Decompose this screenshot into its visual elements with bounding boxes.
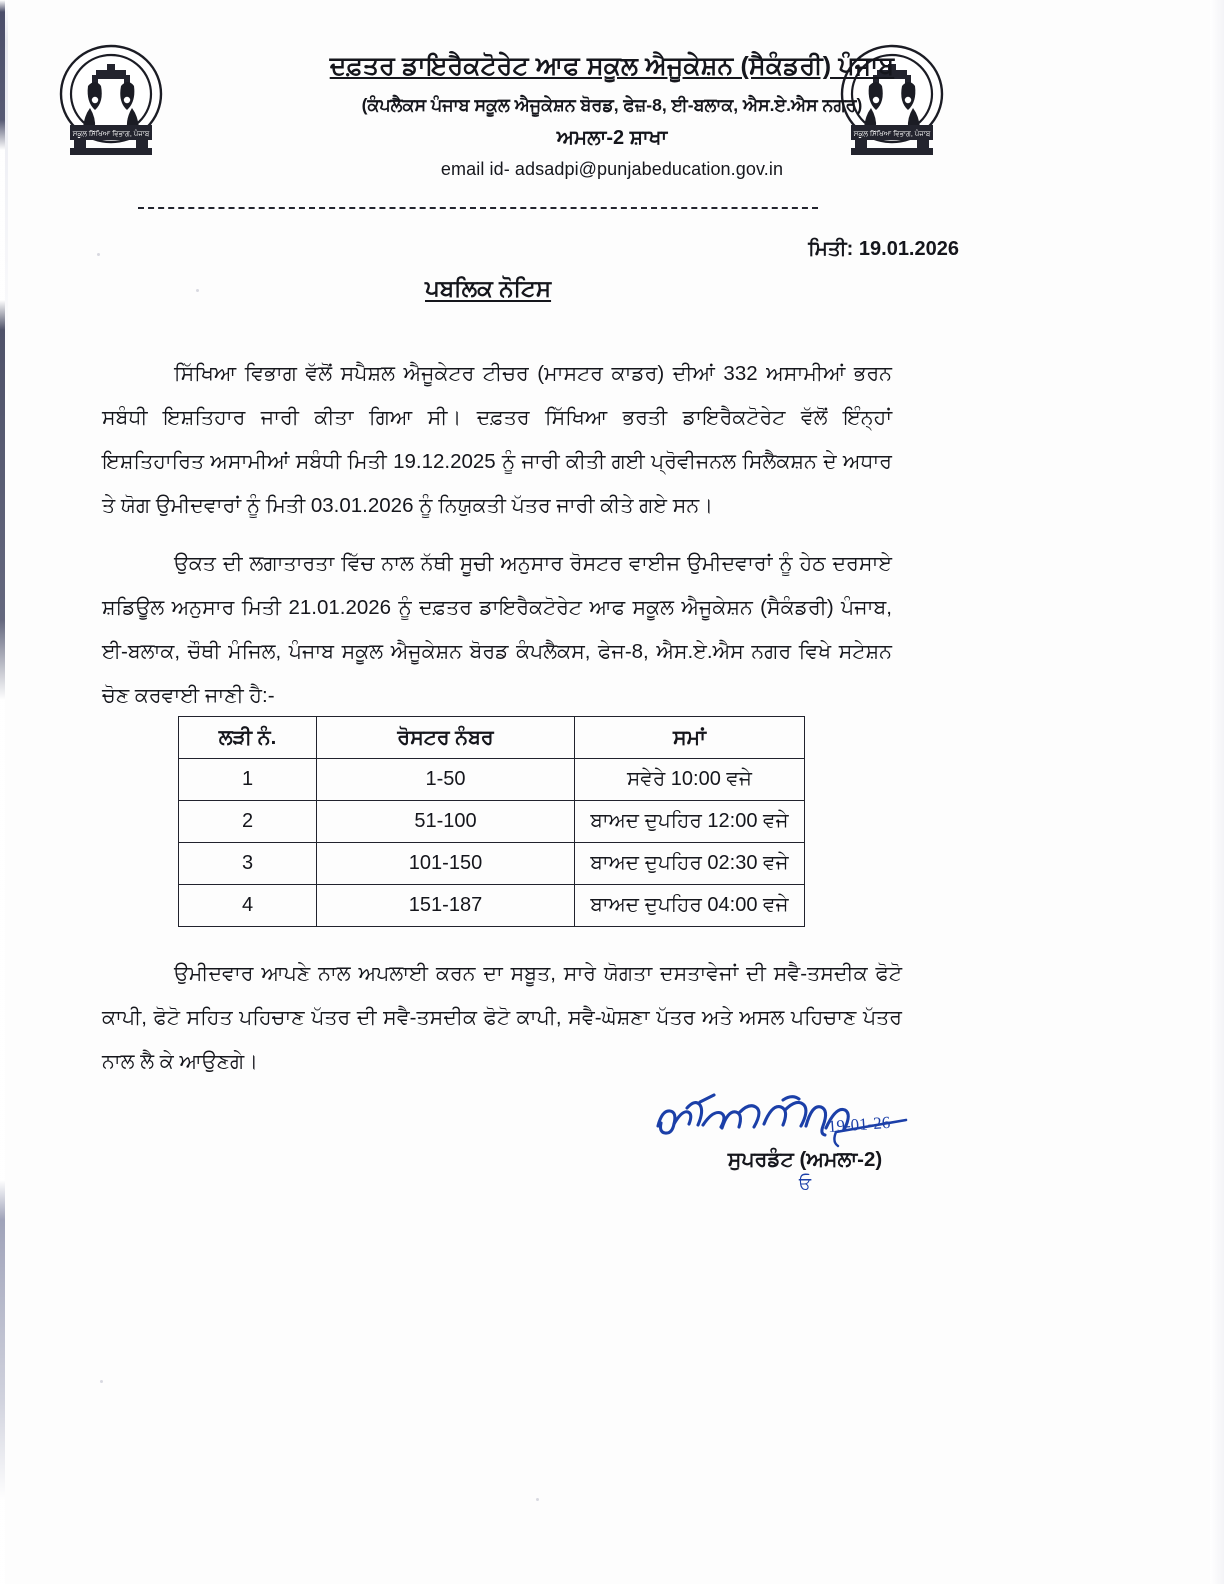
cell-serial: 4: [179, 885, 317, 927]
signature-initial-mark: ਓ: [798, 1174, 812, 1193]
notice-body: [102, 352, 892, 732]
header-divider: [138, 207, 818, 209]
table-row: [179, 801, 805, 843]
svg-text:ਸਕੂਲ ਸਿੱਖਿਆ ਵਿਭਾਗ, ਪੰਜਾਬ: ਸਕੂਲ ਸਿੱਖਿਆ ਵਿਭਾਗ, ਪੰਜਾਬ: [72, 131, 150, 138]
letterhead-text: [150, 50, 1074, 180]
signature-block: [640, 1088, 970, 1194]
cell-time: ਬਾਅਦ ਦੁਪਹਿਰ 04:00 ਵਜੇ: [575, 885, 805, 927]
cell-roster: 101-150: [317, 843, 575, 885]
handwritten-date: 19-01-26: [827, 1112, 891, 1137]
cell-roster: 151-187: [317, 885, 575, 927]
column-header-serial: ਲੜੀ ਨੰ.: [179, 717, 317, 759]
cell-time: ਬਾਅਦ ਦੁਪਹਿਰ 02:30 ਵਜੇ: [575, 843, 805, 885]
svg-text:ਸਕੂਲ ਸਿੱਖਿਆ ਵਿਭਾਗ, ਪੰਜਾਬ: ਸਕੂਲ ਸਿੱਖਿਆ ਵਿਭਾਗ, ਪੰਜਾਬ: [853, 131, 931, 138]
cell-serial: 1: [179, 759, 317, 801]
paragraph-3: ਉਮੀਦਵਾਰ ਆਪਣੇ ਨਾਲ ਅਪਲਾਈ ਕਰਨ ਦਾ ਸਬੂਤ, ਸਾਰੇ ਯੋਗਤਾ ਦਸਤਾਵੇਜਾਂ ਦੀ ਸਵੈ-ਤਸਦੀਕ ਫੋਟੋ ਕਾਪੀ, ਫੋਟੋ ਸਹਿਤ ਪਹਿਚਾਣ ਪੱਤਰ ਦੀ ਸਵੈ-ਤਸਦੀਕ ਫੋਟੋ ਕਾਪੀ, ਸਵੈ-ਘੋਸ਼ਣਾ ਪੱਤਰ ਅਤੇ ਅਸਲ ਪਹਿਚਾਣ ਪੱਤਰ ਨਾਲ ਲੈ ਕੇ ਆਉਣਗੇ।: [102, 962, 902, 1073]
scan-edge-artifact-right: [1210, 0, 1224, 1584]
scan-speck: [100, 1380, 103, 1383]
column-header-time: ਸਮਾਂ: [575, 717, 805, 759]
cell-time: ਸਵੇਰੇ 10:00 ਵਜੇ: [575, 759, 805, 801]
letterhead: [0, 0, 1224, 218]
branch-name: ਅਮਲਾ-2 ਸ਼ਾਖਾ: [556, 126, 668, 149]
organisation-title: ਦਫ਼ਤਰ ਡਾਇਰੈਕਟੋਰੇਟ ਆਫ ਸਕੂਲ ਐਜੂਕੇਸ਼ਨ (ਸੈਕੰਡਰੀ) ਪੰਜਾਬ: [329, 52, 895, 80]
cell-serial: 3: [179, 843, 317, 885]
table-row: [179, 759, 805, 801]
notice-closing: [102, 952, 902, 1098]
organisation-address: (ਕੰਪਲੈਕਸ ਪੰਜਾਬ ਸਕੂਲ ਐਜੂਕੇਸ਼ਨ ਬੋਰਡ, ਫੇਜ਼-8, ਈ-ਬਲਾਕ, ਐਸ.ਏ.ਐਸ ਨਗਰ): [361, 94, 863, 115]
cell-roster: 51-100: [317, 801, 575, 843]
document-date: ਮਿਤੀ: 19.01.2026: [808, 238, 959, 260]
cell-roster: 1-50: [317, 759, 575, 801]
scan-speck: [97, 253, 100, 256]
table-row: [179, 885, 805, 927]
schedule-table: [178, 716, 805, 927]
handwritten-signature: [640, 1088, 970, 1150]
scan-speck: [196, 289, 199, 292]
table-header-row: [179, 717, 805, 759]
signatory-designation: ਸੁਪਰਡੰਟ (ਅਮਲਾ-2): [727, 1148, 883, 1171]
column-header-roster: ਰੋਸਟਰ ਨੰਬਰ: [317, 717, 575, 759]
cell-time: ਬਾਅਦ ਦੁਪਹਿਰ 12:00 ਵਜੇ: [575, 801, 805, 843]
table-row: [179, 843, 805, 885]
paragraph-1: ਸਿੱਖਿਆ ਵਿਭਾਗ ਵੱਲੋਂ ਸਪੈਸ਼ਲ ਐਜੂਕੇਟਰ ਟੀਚਰ (ਮਾਸਟਰ ਕਾਡਰ) ਦੀਆਂ 332 ਅਸਾਮੀਆਂ ਭਰਨ ਸਬੰਧੀ ਇਸ਼ਤਿਹਾਰ ਜਾਰੀ ਕੀਤਾ ਗਿਆ ਸੀ। ਦਫ਼ਤਰ ਸਿੱਖਿਆ ਭਰਤੀ ਡਾਇਰੈਕਟੋਰੇਟ ਵੱਲੋਂ ਇੰਨ੍ਹਾਂ ਇਸ਼ਤਿਹਾਰਿਤ ਅਸਾਮੀਆਂ ਸਬੰਧੀ ਮਿਤੀ 19.12.2025 ਨੂੰ ਜਾਰੀ ਕੀਤੀ ਗਈ ਪ੍ਰੋਵੀਜਨਲ ਸਿਲੈਕਸ਼ਨ ਦੇ ਅਧਾਰ ਤੇ ਯੋਗ ਉਮੀਦਵਾਰਾਂ ਨੂੰ ਮਿਤੀ 03.01.2026 ਨੂੰ ਨਿਯੁਕਤੀ ਪੱਤਰ ਜਾਰੀ ਕੀਤੇ ਗਏ ਸਨ।: [102, 362, 892, 517]
paragraph-2: ਉਕਤ ਦੀ ਲਗਾਤਾਰਤਾ ਵਿੱਚ ਨਾਲ ਨੱਥੀ ਸੂਚੀ ਅਨੁਸਾਰ ਰੋਸਟਰ ਵਾਈਜ ਉਮੀਦਵਾਰਾਂ ਨੂੰ ਹੇਠ ਦਰਸਾਏ ਸ਼ਡਿਊਲ ਅਨੁਸਾਰ ਮਿਤੀ 21.01.2026 ਨੂੰ ਦਫ਼ਤਰ ਡਾਇਰੈਕਟੋਰੇਟ ਆਫ ਸਕੂਲ ਐਜੂਕੇਸ਼ਨ (ਸੈਕੰਡਰੀ) ਪੰਜਾਬ, ਈ-ਬਲਾਕ, ਚੌਥੀ ਮੰਜਿਲ, ਪੰਜਾਬ ਸਕੂਲ ਐਜੂਕੇਸ਼ਨ ਬੋਰਡ ਕੰਪਲੈਕਸ, ਫੇਜ-8, ਐਸ.ਏ.ਐਸ ਨਗਰ ਵਿਖੇ ਸਟੇਸ਼ਨ ਚੋਣ ਕਰਵਾਈ ਜਾਣੀ ਹੈ:-: [102, 552, 892, 707]
cell-serial: 2: [179, 801, 317, 843]
page-title: ਪਬਲਿਕ ਨੋਟਿਸ: [425, 275, 552, 301]
contact-email: email id- adsadpi@punjabeducation.gov.in: [440, 158, 784, 179]
scan-speck: [536, 1498, 539, 1501]
schedule-table-container: [178, 716, 804, 927]
